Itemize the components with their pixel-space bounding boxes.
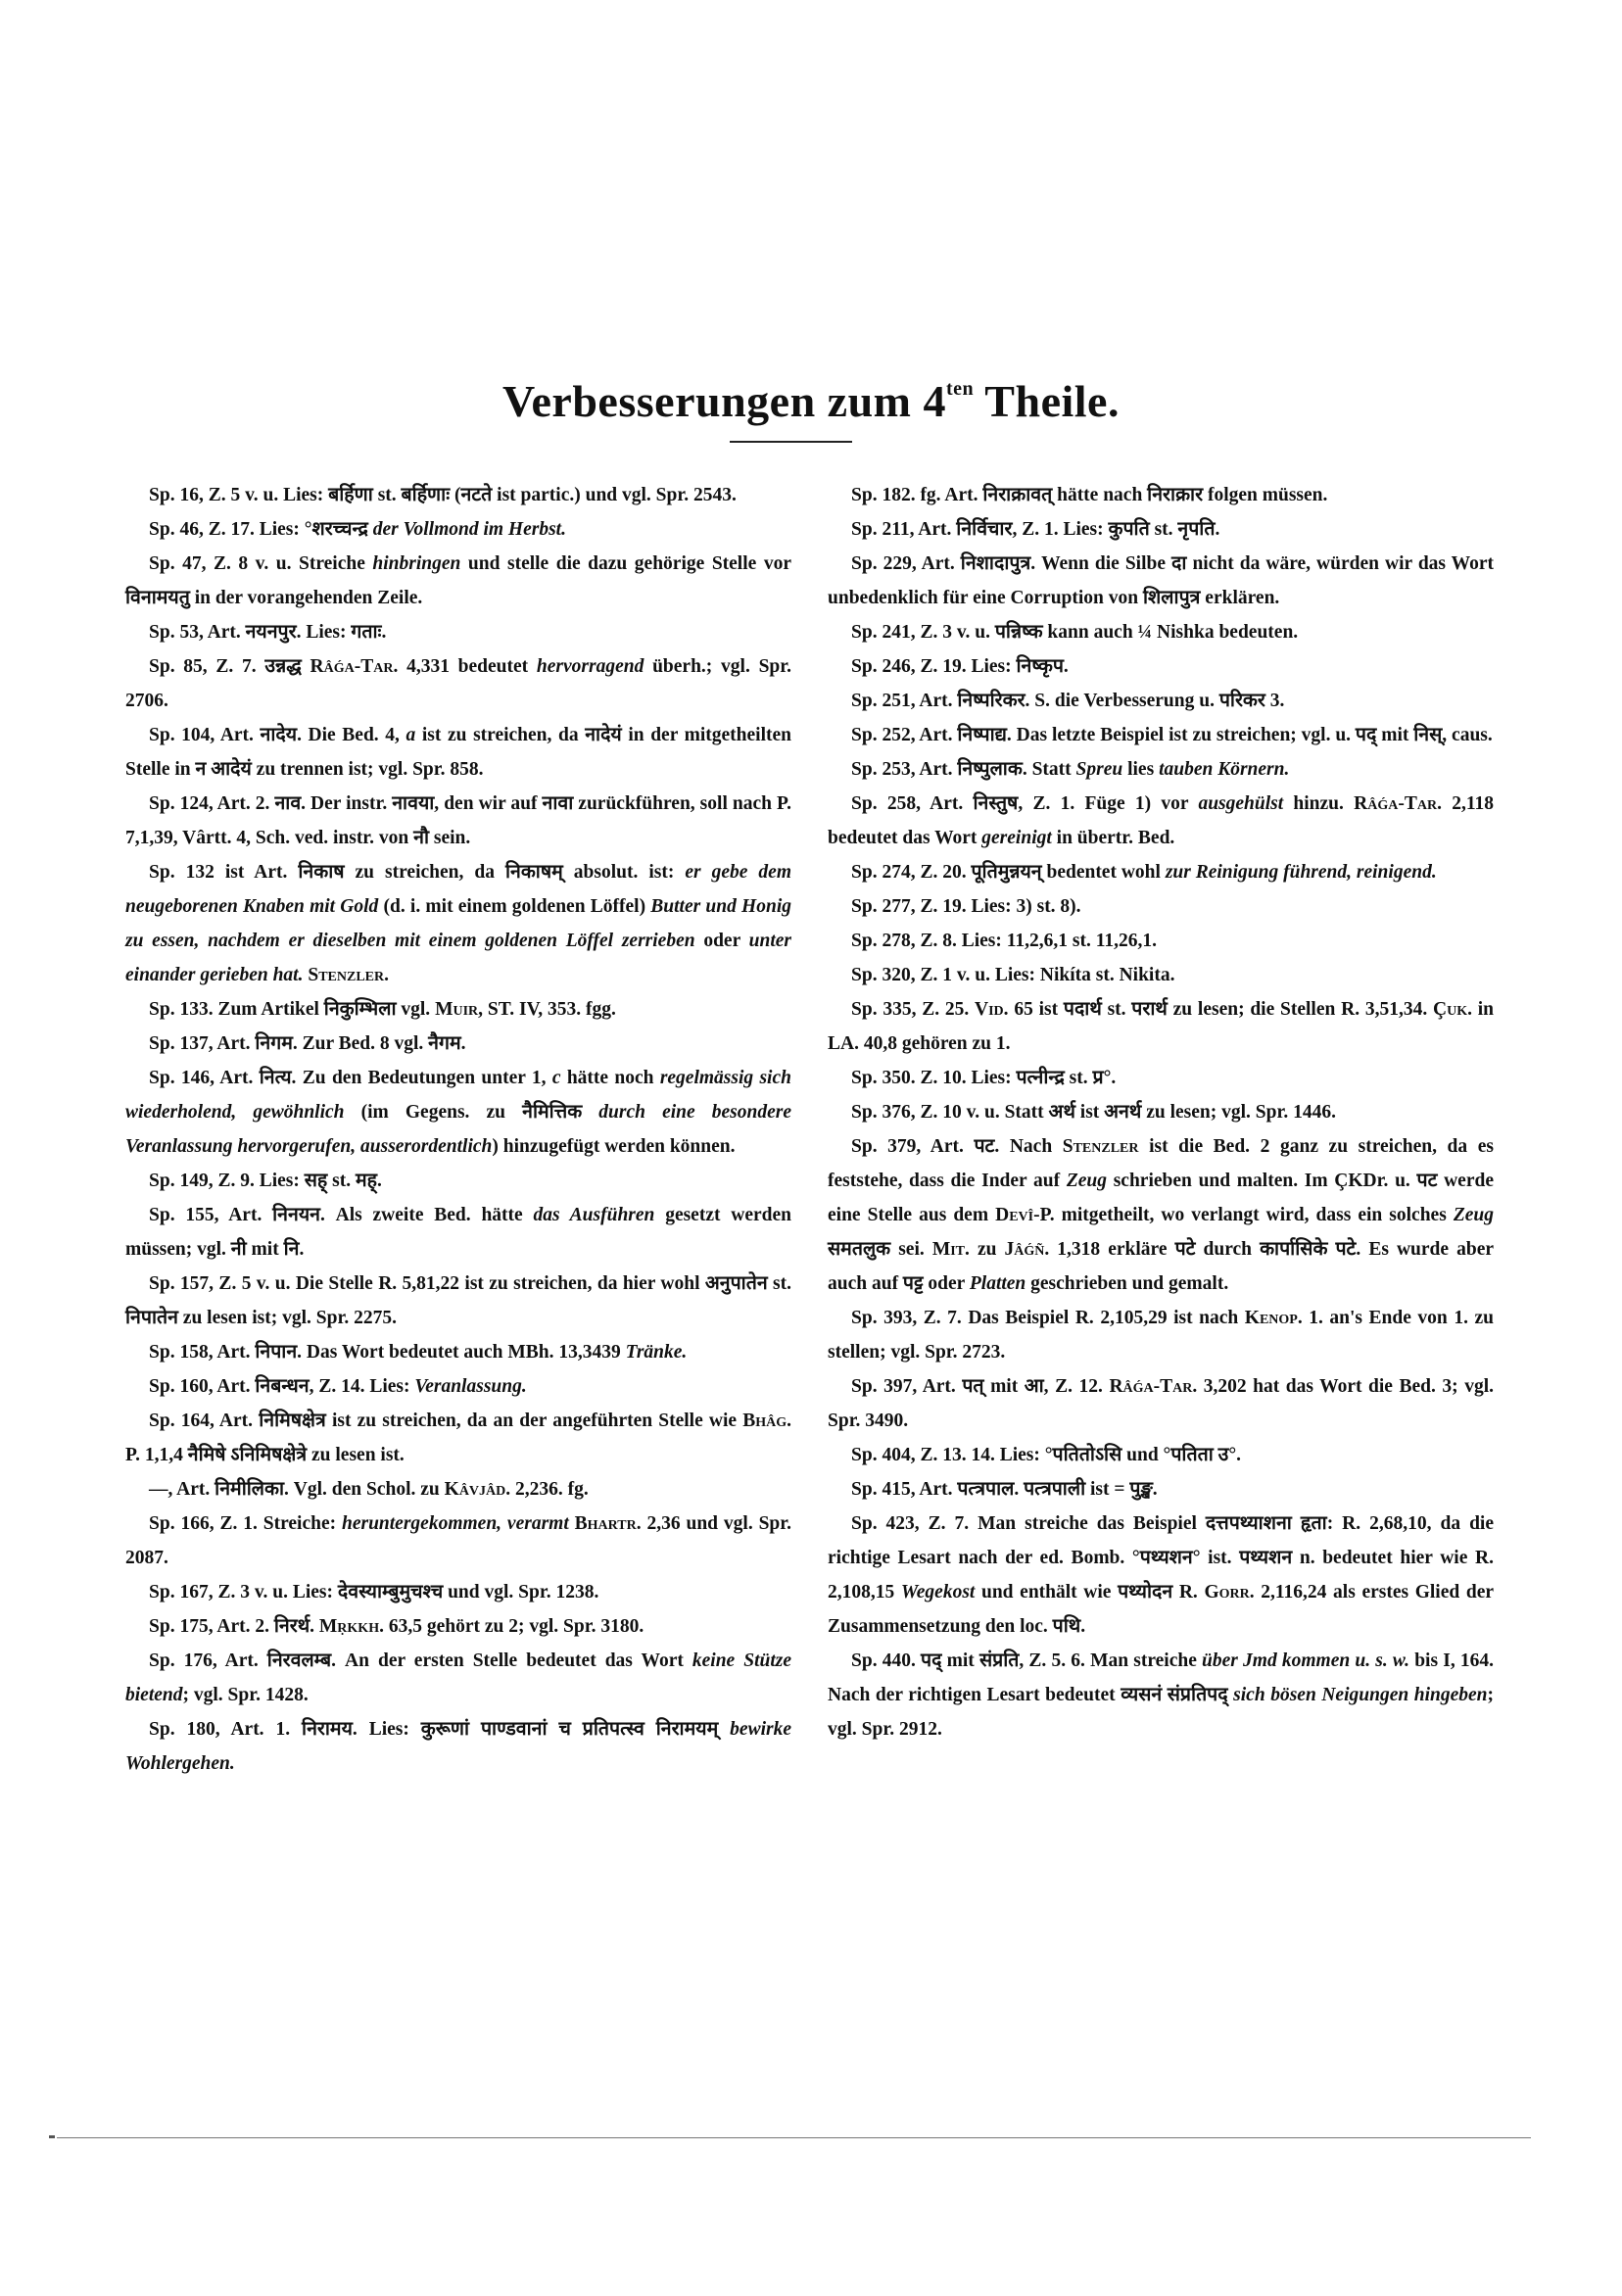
entry-italic-text: Wegekost — [900, 1582, 976, 1602]
correction-entry — [828, 1095, 1494, 1129]
entry-text: mitgetheilt, wo verlangt wird, dass ein solches — [1054, 1205, 1454, 1225]
entry-text: समतलुक sei. — [828, 1239, 932, 1260]
entry-text: Sp. 166, Z. 1. Streiche: — [149, 1513, 342, 1534]
entry-text: Sp. 149, Z. 9. Lies: सह् st. मह्. — [149, 1171, 382, 1191]
entry-text: Sp. 423, Z. 7. Man streiche das Beispiel दत्तपथ्याशना हृता: R. 2,68,10, da die richtige Lesart nach der ed. Bomb. °पथ्यशन° ist. पथ्यशन n. bedeutet hier wie R. 2,108,15 — [828, 1513, 1494, 1602]
entry-italic-text: c — [551, 1068, 561, 1088]
correction-entry — [125, 1335, 791, 1369]
title-superscript: ten — [945, 377, 975, 400]
correction-entry — [828, 1472, 1494, 1507]
right-column — [828, 478, 1494, 1746]
entry-italic-text: hinbringen — [372, 553, 461, 574]
correction-entry — [125, 992, 791, 1027]
entry-text: gesetzt werden müssen; vgl. नी mit नि. — [125, 1205, 792, 1260]
correction-entry — [125, 1164, 791, 1198]
entry-text: Sp. 229, Art. निशादापुत्र. Wenn die Silbe दा nicht da wäre, würden wir das Wort unbedenklich für eine Corruption von शिलापुत्र erklären. — [828, 553, 1494, 608]
correction-entry — [828, 992, 1494, 1061]
page-bottom-rule — [57, 2137, 1531, 2138]
correction-entry — [125, 1644, 791, 1712]
entry-smallcaps-text: Vid. — [975, 999, 1009, 1020]
entry-italic-text: Platten — [969, 1273, 1026, 1294]
correction-entry — [828, 478, 1494, 512]
entry-italic-text: Butter und Honig zu essen, nachdem er dieselben mit einem goldenen Löffel zerrieben — [125, 896, 791, 951]
entry-text: Sp. 180, Art. 1. निरामय. Lies: कुरूणां पाण्डवानां च प्रतिपत्स्व निरामयम् — [149, 1719, 731, 1740]
entry-italic-text: a — [406, 725, 416, 745]
entry-text: Sp. 393, Z. 7. Das Beispiel R. 2,105,29 ist nach — [851, 1308, 1245, 1328]
correction-entry — [828, 649, 1494, 684]
entry-text: Sp. 164, Art. निमिषक्षेत्र ist zu streichen, da an der angeführten Stelle wie — [149, 1411, 743, 1431]
entry-italic-text: über Jmd kommen u. s. w. — [1202, 1650, 1410, 1671]
entry-text: 2,116,24 als erstes Glied der Zusammensetzung den loc. पथि. — [828, 1582, 1494, 1637]
entry-italic-text: er gebe dem neugeborenen Knaben mit Gold — [125, 862, 791, 917]
entry-text: Sp. 246, Z. 19. Lies: निष्कृप. — [851, 656, 1069, 677]
entry-italic-text: der Vollmond im Herbst. — [372, 519, 566, 540]
entry-text: Sp. 320, Z. 1 v. u. Lies: Nikíta st. Nikita. — [851, 965, 1175, 985]
entry-smallcaps-text: Kenop. — [1244, 1308, 1303, 1328]
entry-smallcaps-text: Bhartr. — [574, 1513, 642, 1534]
entry-text: Sp. 137, Art. निगम. Zur Bed. 8 vgl. नैगम. — [149, 1033, 466, 1054]
entry-smallcaps-text: Stenzler. — [308, 965, 389, 985]
entry-text: 2,118 bedeutet das Wort — [828, 793, 1495, 848]
entry-text: Sp. 397, Art. पत् mit आ, Z. 12. — [851, 1376, 1110, 1397]
correction-entry — [125, 1061, 791, 1164]
entry-smallcaps-text: Râǵa-Tar. — [310, 656, 399, 677]
entry-text: in übertr. Bed. — [1051, 828, 1175, 848]
entry-text: Sp. 124, Art. 2. नाव. Der instr. नावया, den wir auf नावा zurückführen, soll nach P. 7,1,39, Vârtt. 4, Sch. ved. instr. von नौ sein. — [125, 793, 791, 848]
entry-italic-text: regelmässig sich wiederholend, gewöhnlich — [125, 1068, 791, 1123]
entry-italic-text: heruntergekommen, verarmt — [341, 1513, 569, 1534]
correction-entry — [125, 1507, 791, 1575]
entry-text: in LA. 40,8 gehören zu 1. — [828, 999, 1495, 1054]
correction-entry — [828, 1438, 1494, 1472]
entry-smallcaps-text: Kâvjâd. — [444, 1479, 511, 1500]
entry-text: Sp. 415, Art. पत्त्रपाल. पत्त्रपाली ist = पुङ्ख. — [851, 1479, 1158, 1500]
entry-text: (im Gegens. zu नैमित्तिक — [344, 1102, 599, 1123]
correction-entry — [828, 958, 1494, 992]
correction-entry — [828, 547, 1494, 615]
entry-text: oder — [694, 931, 749, 951]
entry-smallcaps-text: Gorr. — [1204, 1582, 1255, 1602]
correction-entry — [125, 615, 791, 649]
title-divider — [730, 441, 852, 443]
entry-text: Sp. 277, Z. 19. Lies: 3) st. 8). — [851, 896, 1081, 917]
entry-text: Sp. 258, Art. निस्तुष, Z. 1. Füge 1) vor — [851, 793, 1199, 814]
correction-entry — [828, 615, 1494, 649]
correction-entry — [828, 718, 1494, 752]
entry-text: Sp. 274, Z. 20. पूतिमुन्नयन् bedentet wohl — [851, 862, 1166, 883]
scan-mark — [49, 2135, 55, 2138]
correction-entry — [828, 1369, 1494, 1438]
correction-entry — [828, 1061, 1494, 1095]
entry-text: ) hinzugefügt werden können. — [492, 1136, 736, 1157]
entry-smallcaps-text: Muir — [435, 999, 479, 1020]
entry-text: Sp. 104, Art. नादेय. Die Bed. 4, — [149, 725, 406, 745]
correction-entry — [125, 1575, 791, 1609]
entry-smallcaps-text: Râǵa-Tar. — [1109, 1376, 1198, 1397]
entry-text: —, Art. निमीलिका. Vgl. den Schol. zu — [149, 1479, 445, 1500]
entry-text: ist die Bed. 2 ganz zu streichen, da es feststehe, dass die Inder auf — [828, 1136, 1494, 1191]
entry-italic-text: durch eine besondere Veranlassung hervorgerufen, ausserordentlich — [125, 1102, 791, 1157]
entry-text: Sp. 211, Art. निर्विचार, Z. 1. Lies: कुपति st. नृपति. — [851, 519, 1220, 540]
entry-text: Sp. 157, Z. 5 v. u. Die Stelle R. 5,81,22 ist zu streichen, da hier wohl अनुपातेन st. निपातेन zu lesen ist; vgl. Spr. 2275. — [125, 1273, 791, 1328]
entry-text: 1,318 erkläre पटे durch कार्पासिके पटे. Es wurde aber auch auf पट्ट oder — [828, 1239, 1495, 1294]
entry-text: 4,331 bedeutet — [398, 656, 537, 677]
correction-entry — [828, 1129, 1494, 1301]
entry-italic-text: tauben Körnern. — [1159, 759, 1290, 780]
correction-entry — [125, 1198, 791, 1267]
entry-text: 65 ist पदार्थ st. परार्थ zu lesen; die Stellen R. 3,51,34. — [1008, 999, 1433, 1020]
entry-text: Sp. 167, Z. 3 v. u. Lies: देवस्याम्बुमुचश्च und vgl. Spr. 1238. — [149, 1582, 599, 1602]
correction-entry — [125, 1027, 791, 1061]
entry-italic-text: gereinigt — [981, 828, 1052, 848]
correction-entry — [125, 1267, 791, 1335]
entry-text: P. 1,1,4 नैमिषे ऽनिमिषक्षेत्रे zu lesen ist. — [125, 1445, 405, 1465]
entry-smallcaps-text: Çuk. — [1433, 999, 1472, 1020]
entry-text: schrieben und malten. Im ÇKDr. u. पट werde eine Stelle aus dem — [828, 1171, 1494, 1225]
entry-text: Sp. 158, Art. निपान. Das Wort bedeutet auch MBh. 13,3439 — [149, 1342, 626, 1363]
correction-entry — [125, 1404, 791, 1472]
entry-text: hinzu. — [1283, 793, 1355, 814]
correction-entry — [125, 1472, 791, 1507]
entry-italic-text: Veranlassung. — [414, 1376, 527, 1397]
entry-text: 3,202 hat das Wort die Bed. 3; vgl. Spr. 3490. — [828, 1376, 1494, 1431]
title-text-end: Theile. — [974, 375, 1120, 426]
entry-text: Sp. 47, Z. 8 v. u. Streiche — [149, 553, 373, 574]
entry-italic-text: Zeug — [1453, 1205, 1494, 1225]
entry-text: zu — [969, 1239, 1005, 1260]
entry-italic-text: hervorragend — [536, 656, 644, 677]
entry-text: ist zu streichen, da नादेयं in der mitgetheilten Stelle in न आदेयं zu trennen ist; vgl. Spr. 858. — [125, 725, 791, 780]
entry-text: Sp. 176, Art. निरवलम्ब. An der ersten Stelle bedeutet das Wort — [149, 1650, 692, 1671]
entry-text: Sp. 241, Z. 3 v. u. पन्निष्क kann auch ¼ Nishka bedeuten. — [851, 622, 1299, 643]
entry-text: Sp. 252, Art. निष्पाद्य. Das letzte Beispiel ist zu streichen; vgl. u. पद् mit निस्, caus. — [851, 725, 1493, 745]
entry-text: Sp. 379, Art. पट. Nach — [851, 1136, 1063, 1157]
entry-italic-text: sich bösen Neigungen hingeben — [1233, 1685, 1488, 1705]
entry-text: Sp. 53, Art. नयनपुर. Lies: गताः. — [149, 622, 387, 643]
correction-entry — [828, 1644, 1494, 1746]
entry-smallcaps-text: Stenzler — [1062, 1136, 1139, 1157]
correction-entry — [125, 1369, 791, 1404]
entry-text: Sp. 404, Z. 13. 14. Lies: °पतितोऽसि und °पतिता उ°. — [851, 1445, 1242, 1465]
entry-text: Sp. 251, Art. निष्परिकर. S. die Verbesserung u. परिकर 3. — [851, 691, 1285, 711]
entry-italic-text: das Ausführen — [533, 1205, 655, 1225]
entry-text: lies — [1122, 759, 1160, 780]
entry-italic-text: bewirke Wohlergehen. — [125, 1719, 791, 1774]
page-title — [0, 375, 1622, 427]
entry-text: und enthält wie पथ्योदन R. — [975, 1582, 1205, 1602]
entry-text: Sp. 85, Z. 7. उन्नद्ध — [149, 656, 310, 677]
correction-entry — [828, 855, 1494, 889]
entry-text: Sp. 175, Art. 2. निरर्थ. — [149, 1616, 319, 1637]
correction-entry — [828, 889, 1494, 924]
correction-entry — [828, 752, 1494, 787]
entry-smallcaps-text: Devî-P. — [995, 1205, 1055, 1225]
entry-text: und stelle die dazu gehörige Stelle vor विनामयतु in der vorangehenden Zeile. — [125, 553, 791, 608]
entry-italic-text: Zeug — [1066, 1171, 1108, 1191]
correction-entry — [125, 1712, 791, 1781]
entry-text: ; vgl. Spr. 1428. — [182, 1685, 309, 1705]
entry-text: Sp. 440. पद् mit संप्रति, Z. 5. 6. Man streiche — [851, 1650, 1203, 1671]
entry-text: Sp. 335, Z. 25. — [851, 999, 976, 1020]
correction-entry — [828, 787, 1494, 855]
correction-entry — [828, 684, 1494, 718]
correction-entry — [125, 718, 791, 787]
correction-entry — [828, 512, 1494, 547]
entry-text: Sp. 253, Art. निष्पुलाक. Statt — [851, 759, 1076, 780]
entry-text: Sp. 278, Z. 8. Lies: 11,2,6,1 st. 11,26,1. — [851, 931, 1158, 951]
entry-text: Sp. 376, Z. 10 v. u. Statt अर्थ ist अनर्थ zu lesen; vgl. Spr. 1446. — [851, 1102, 1336, 1123]
entry-italic-text: zur Reinigung führend, reinigend. — [1165, 862, 1437, 883]
entry-text: Sp. 182. fg. Art. निराक्रावत् hätte nach निराक्रार folgen müssen. — [851, 485, 1328, 505]
correction-entry — [828, 1301, 1494, 1369]
entry-text: hätte noch — [560, 1068, 660, 1088]
entry-text: Sp. 350. Z. 10. Lies: पत्नीन्द्र st. प्र°. — [851, 1068, 1117, 1088]
correction-entry — [125, 855, 791, 992]
entry-text: Sp. 160, Art. निबन्धन, Z. 14. Lies: — [149, 1376, 415, 1397]
left-column — [125, 478, 791, 1781]
entry-text: 63,5 gehört zu 2; vgl. Spr. 3180. — [383, 1616, 644, 1637]
correction-entry — [125, 649, 791, 718]
entry-smallcaps-text: Bhâg. — [742, 1411, 791, 1431]
title-text: Verbesserungen zum 4 — [502, 375, 946, 426]
entry-text: Sp. 133. Zum Artikel निकुम्भिला vgl. — [149, 999, 436, 1020]
entry-text: bis I, 164. Nach der richtigen Lesart bedeutet व्यसनं संप्रतिपद् — [828, 1650, 1494, 1705]
entry-smallcaps-text: Jâǵñ. — [1004, 1239, 1050, 1260]
entry-text: Sp. 155, Art. निनयन. Als zweite Bed. hätte — [149, 1205, 534, 1225]
entry-text: ; vgl. Spr. 2912. — [828, 1685, 1495, 1740]
entry-text: (d. i. mit einem goldenen Löffel) — [378, 896, 651, 917]
correction-entry — [828, 924, 1494, 958]
correction-entry — [125, 547, 791, 615]
entry-text: Sp. 132 ist Art. निकाष zu streichen, da निकाषम् absolut. ist: — [149, 862, 686, 883]
entry-text: Sp. 16, Z. 5 v. u. Lies: बर्हिणा st. बर्हिणाः (नटते ist partic.) und vgl. Spr. 2543. — [149, 485, 737, 505]
entry-smallcaps-text: Râǵa-Tar. — [1354, 793, 1442, 814]
correction-entry — [828, 1507, 1494, 1644]
correction-entry — [125, 1609, 791, 1644]
entry-italic-text: unter einander gerieben hat. — [125, 931, 791, 985]
correction-entry — [125, 512, 791, 547]
correction-entry — [125, 787, 791, 855]
entry-text: überh.; vgl. Spr. 2706. — [125, 656, 792, 711]
entry-italic-text: Tränke. — [625, 1342, 688, 1363]
entry-smallcaps-text: Mit. — [931, 1239, 970, 1260]
entry-text: , ST. IV, 353. fgg. — [478, 999, 616, 1020]
entry-text: Sp. 46, Z. 17. Lies: °शरच्चन्द्र — [149, 519, 373, 540]
correction-entry — [125, 478, 791, 512]
entry-italic-text: ausgehülst — [1198, 793, 1284, 814]
entry-text: 2,236. fg. — [510, 1479, 589, 1500]
entry-text: 1. an's Ende von 1. zu stellen; vgl. Spr. 2723. — [828, 1308, 1494, 1363]
entry-smallcaps-text: Mṛkkh. — [318, 1616, 384, 1637]
entry-italic-text: Spreu — [1075, 759, 1123, 780]
entry-text: 2,36 und vgl. Spr. 2087. — [125, 1513, 792, 1568]
entry-text: Sp. 146, Art. नित्य. Zu den Bedeutungen unter 1, — [149, 1068, 552, 1088]
entry-text: geschrieben und gemalt. — [1026, 1273, 1229, 1294]
entry-italic-text: keine Stütze bietend — [125, 1650, 791, 1705]
